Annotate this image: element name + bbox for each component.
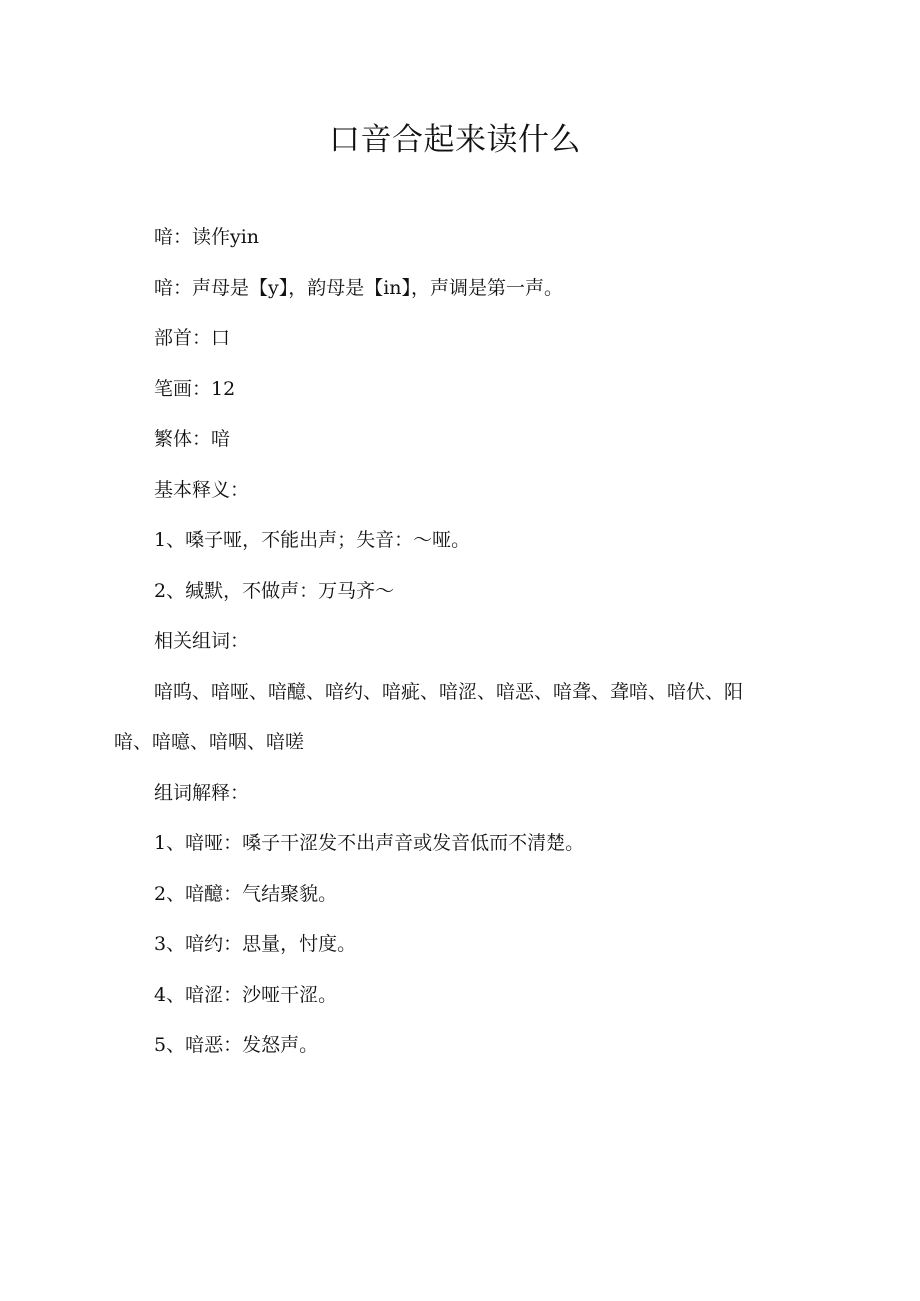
related-words-list: 喑呜、喑哑、喑醷、喑约、喑疵、喑涩、喑恶、喑聋、聋喑、喑伏、阳喑、喑噫、喑咽、喑嗟 — [114, 680, 744, 753]
related-words-heading: 相关组词： — [154, 630, 250, 652]
meaning-item-1: 1、嗓子哑，不能出声；失音：～哑。 — [154, 529, 471, 551]
explanation-item-2: 2、喑醷：气结聚貌。 — [154, 882, 338, 905]
radical-line: 部首：口 — [154, 327, 231, 349]
stroke-count-line: 笔画：12 — [154, 377, 236, 400]
pronunciation-line: 喑：读作yin — [154, 226, 260, 248]
explanation-item-5: 5、喑恶：发怒声。 — [154, 1034, 319, 1056]
phonetic-detail-line: 喑：声母是【y】，韵母是【in】，声调是第一声。 — [154, 276, 564, 299]
document-title: 口音合起来读什么 — [329, 122, 581, 158]
explanation-item-1: 1、喑哑：嗓子干涩发不出声音或发音低而不清楚。 — [154, 832, 585, 854]
meaning-item-2: 2、缄默，不做声：万马齐～ — [154, 579, 395, 602]
traditional-form-line: 繁体：喑 — [154, 428, 231, 450]
word-explanation-heading: 组词解释： — [154, 781, 250, 804]
explanation-item-3: 3、喑约：思量，忖度。 — [154, 933, 357, 955]
document-body — [114, 212, 774, 1071]
basic-meaning-heading: 基本释义： — [154, 478, 250, 501]
explanation-item-4: 4、喑涩：沙哑干涩。 — [154, 983, 338, 1006]
